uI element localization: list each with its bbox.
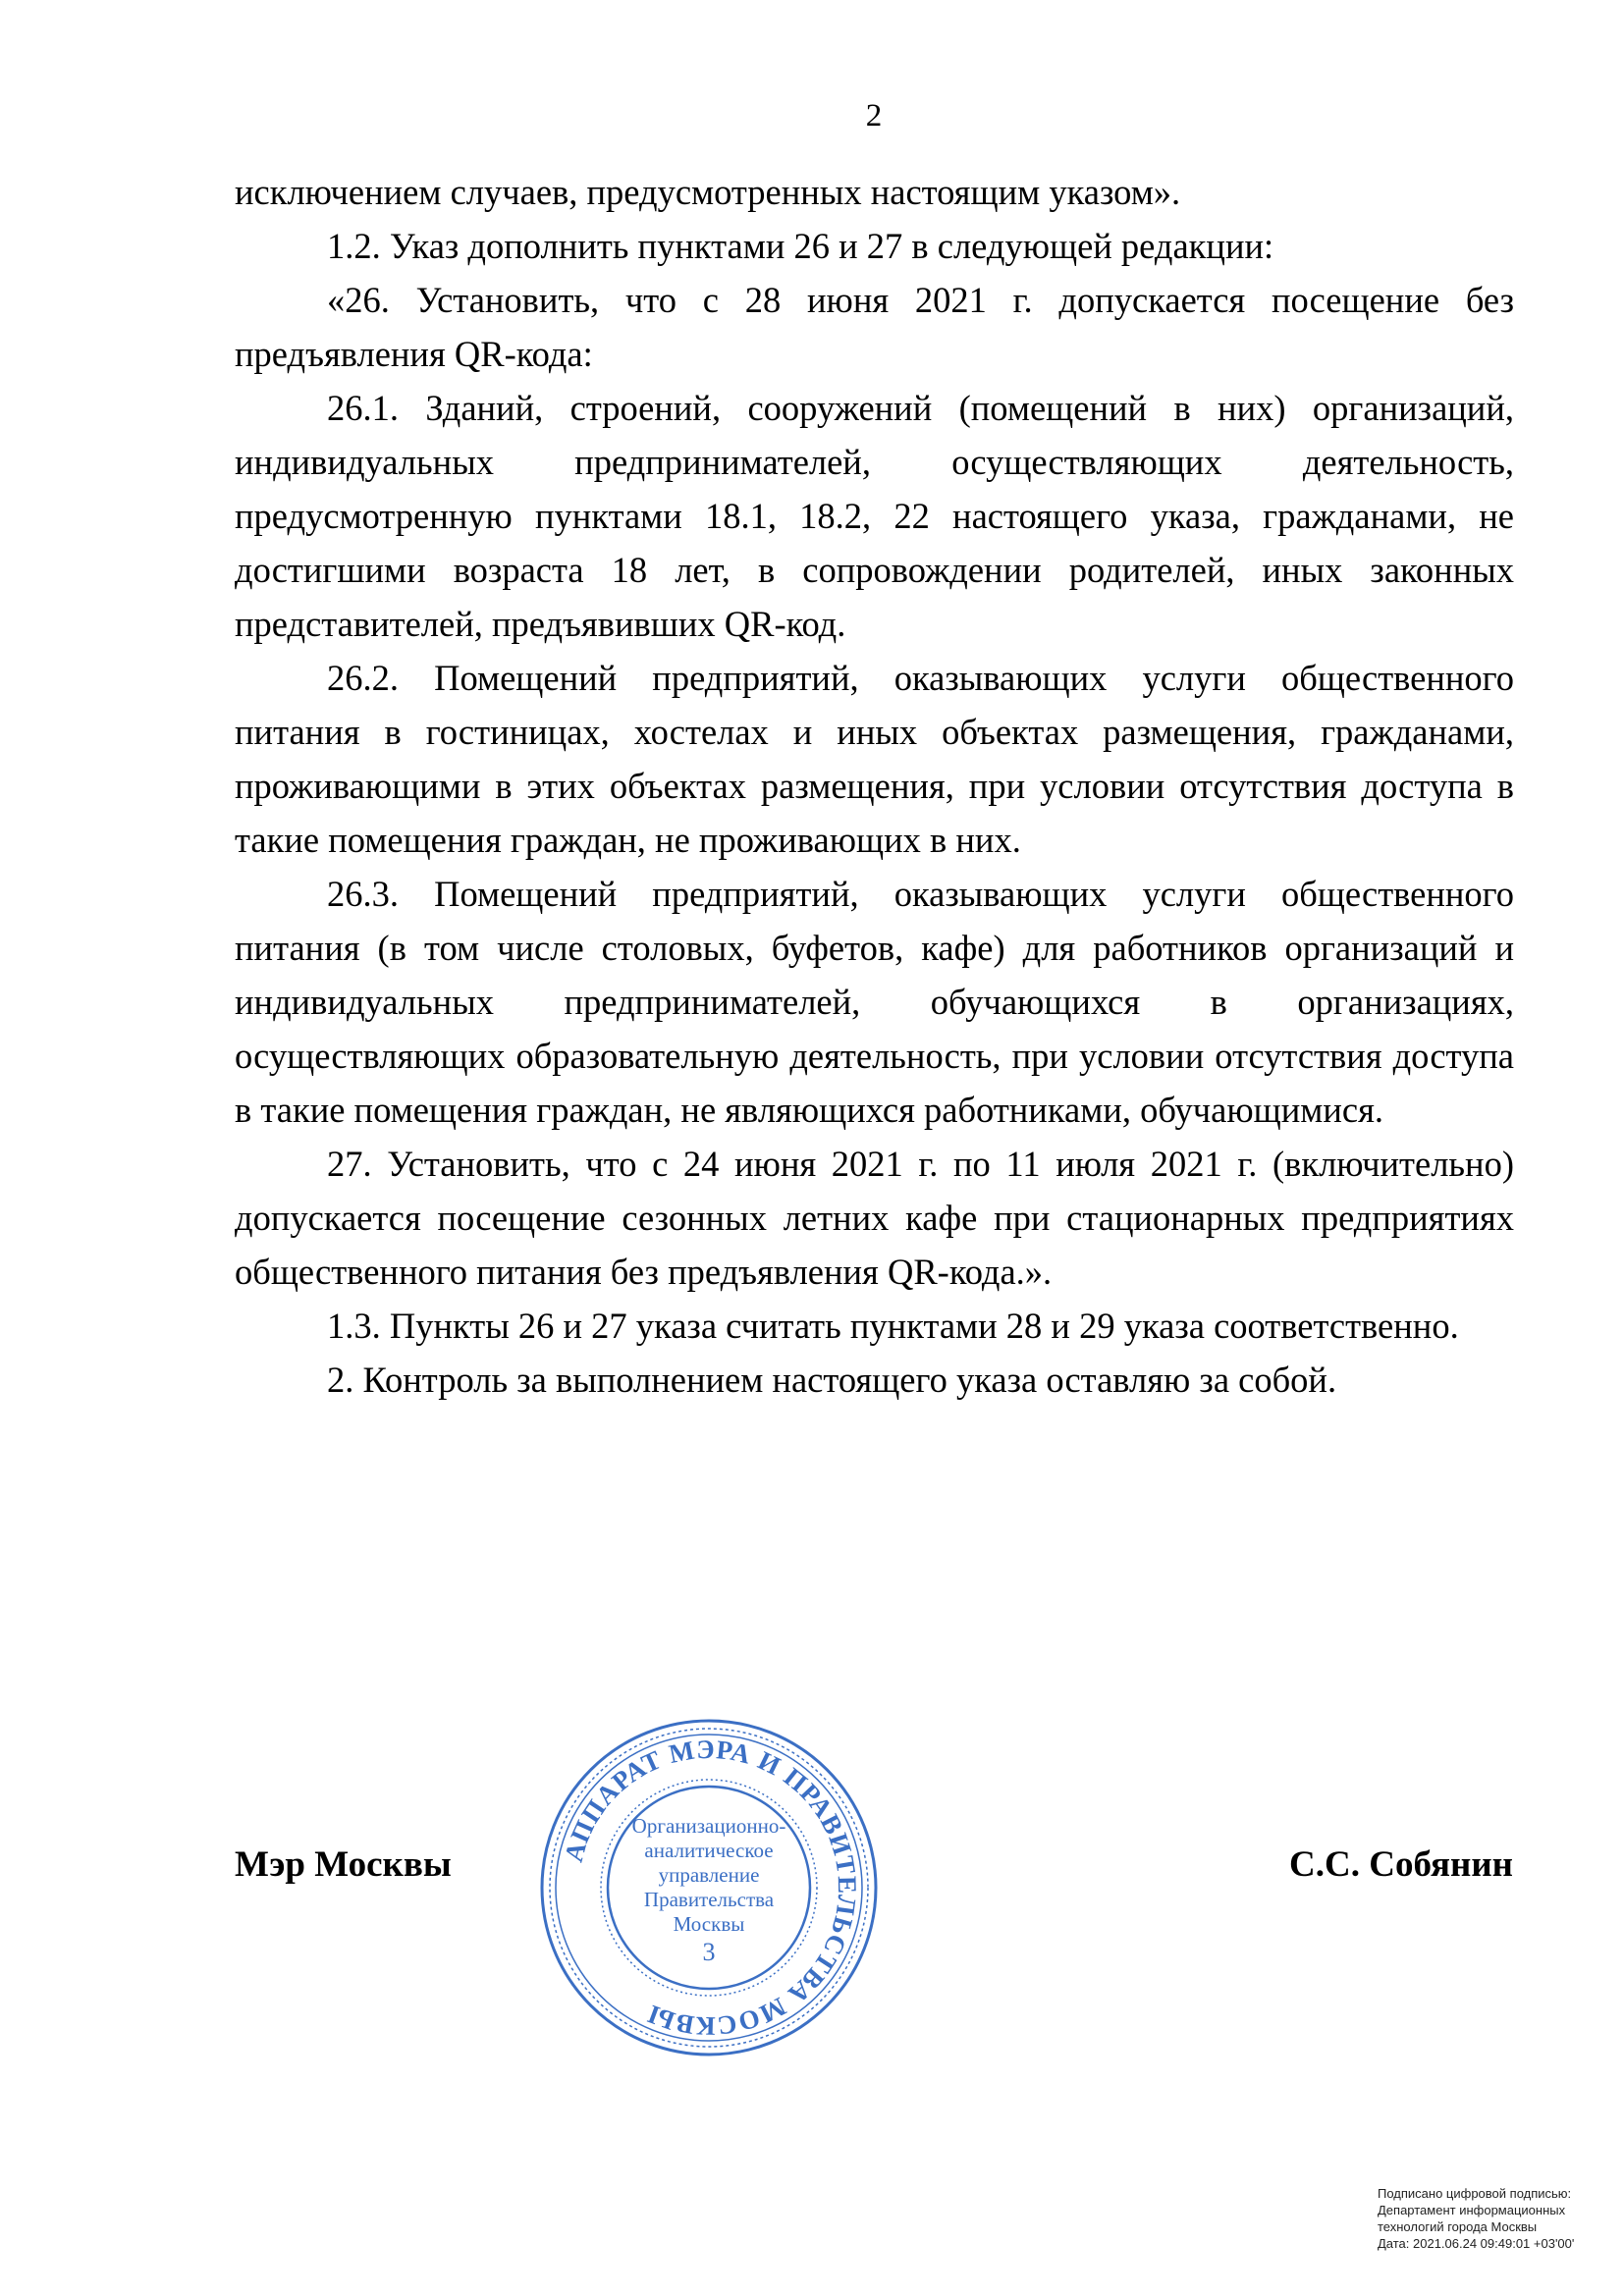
stamp-center-line-3: управление — [658, 1863, 760, 1887]
stamp-center-line-2: аналитическое — [644, 1839, 774, 1862]
digital-signature-line-3: технологий города Москвы — [1378, 2219, 1538, 2234]
paragraph-2: 2. Контроль за выполнением настоящего указа оставляю за собой. — [327, 1360, 1337, 1400]
page-number: 2 — [865, 98, 883, 133]
paragraph-27: 27. Установить, что с 24 июня 2021 г. по 11 июля 2021 г. (включительно) допускается посещение сезонных летних кафе при стационарных предприятиях общественного питания без предъявления QR-кода.». — [235, 1144, 1514, 1292]
digital-signature-line-4: Дата: 2021.06.24 09:49:01 +03'00' — [1378, 2236, 1575, 2251]
stamp-center-line-5: Москвы — [673, 1912, 745, 1936]
signatory-name: С.С. Собянин — [1289, 1844, 1513, 1885]
paragraph-26-1: 26.1. Зданий, строений, сооружений (помещений в них) организаций, индивидуальных предпринимателей, осуществляющих деятельность, предусмотренную пунктами 18.1, 18.2, 22 настоящего указа, гражданами, не достигшими возраста 18 лет, в сопровождении родителей, иных законных представителей, предъявивших QR-код. — [235, 388, 1514, 644]
digital-signature-line-2: Департамент информационных — [1378, 2203, 1566, 2217]
paragraph-26-2: 26.2. Помещений предприятий, оказывающих услуги общественного питания в гостиницах, хостелах и иных объектах размещения, гражданами, проживающими в этих объектах размещения, при условии отсутствия доступа в такие помещения граждан, не проживающих в них. — [235, 658, 1514, 860]
paragraph-1-2: 1.2. Указ дополнить пунктами 26 и 27 в следующей редакции: — [327, 226, 1274, 266]
stamp-number: 3 — [702, 1938, 716, 1966]
official-stamp — [534, 1713, 884, 2062]
paragraph-continuation: исключением случаев, предусмотренных настоящим указом». — [235, 172, 1181, 212]
document-body — [235, 165, 1514, 1407]
signatory-position: Мэр Москвы — [235, 1844, 452, 1885]
paragraph-26-3: 26.3. Помещений предприятий, оказывающих услуги общественного питания (в том числе столовых, буфетов, кафе) для работников организаций и индивидуальных предпринимателей, обучающихся в организациях, осуществляющих образовательную деятельность, при условии отсутствия доступа в такие помещения граждан, не являющихся работниками, обучающимися. — [235, 874, 1514, 1130]
stamp-center-line-1: Организационно- — [631, 1814, 786, 1838]
digital-signature-note — [1378, 2185, 1619, 2252]
digital-signature-line-1: Подписано цифровой подписью: — [1378, 2186, 1572, 2201]
stamp-outer-text: АППАРАТ МЭРА И ПРАВИТЕЛЬСТВА МОСКВЫ — [558, 1734, 863, 2042]
paragraph-1-3: 1.3. Пункты 26 и 27 указа считать пунктами 28 и 29 указа соответственно. — [327, 1306, 1459, 1346]
stamp-center-line-4: Правительства — [643, 1888, 775, 1911]
paragraph-26: «26. Установить, что с 28 июня 2021 г. допускается посещение без предъявления QR-кода: — [235, 280, 1514, 374]
